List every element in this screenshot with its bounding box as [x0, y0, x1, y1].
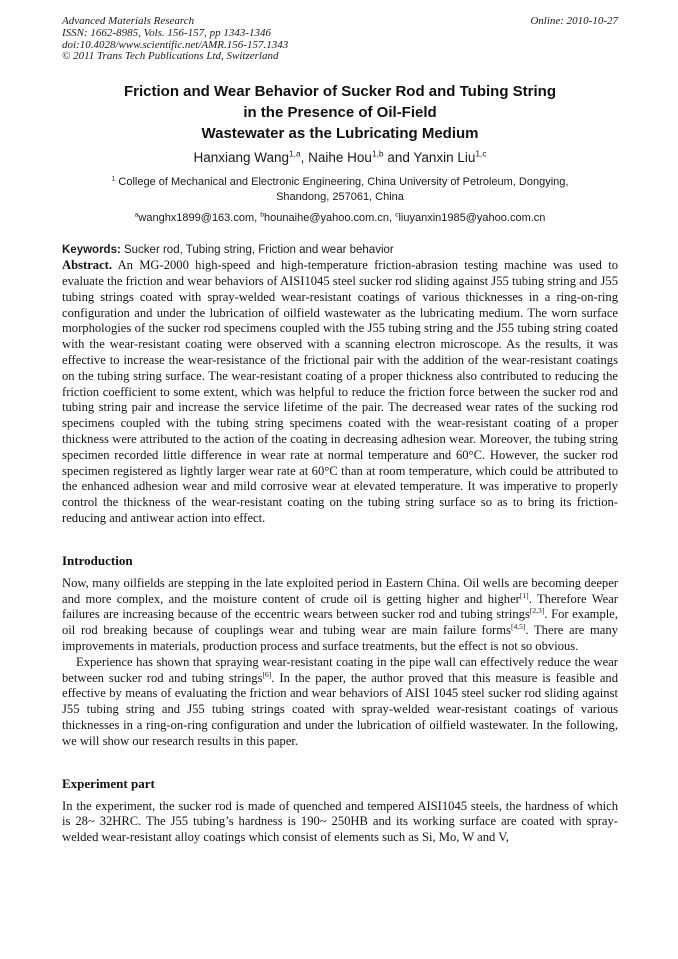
paper-title: [62, 81, 618, 144]
introduction-paragraph-2: [62, 655, 618, 750]
affiliation-line1: [62, 175, 618, 190]
paper-title-line2: in the Presence of Oil-Field: [243, 104, 437, 122]
intro-p1-seg1: . Therefore Wear failures are increasing because of the eccentric wears between sucker rod and tubing strings: [62, 591, 618, 622]
author-separator-1: , Naihe Hou: [300, 150, 372, 166]
journal-name: Advanced Materials Research: [62, 15, 195, 27]
affiliation-line2: Shandong, 257061, China: [276, 191, 404, 204]
citation-ref-6: [6]: [262, 669, 272, 679]
paper-title-line3: Wastewater as the Lubricating Medium: [201, 125, 479, 143]
keywords-text: Sucker rod, Tubing string, Friction and wear behavior: [120, 244, 394, 257]
author-1-superscript: 1,a: [289, 148, 301, 159]
section-heading-experiment: Experiment part: [62, 775, 155, 791]
intro-p1-seg2: . For example, oil rod breaking because of couplings wear and tubing wear are main failure forms: [62, 607, 618, 638]
issn-line: ISSN: 1662-8985, Vols. 156-157, pp 1343-1346: [62, 26, 271, 39]
copyright-line: © 2011 Trans Tech Publications Ltd, Switzerland: [62, 50, 279, 63]
section-heading-introduction: Introduction: [62, 552, 133, 568]
email-c-superscript: c: [395, 211, 399, 219]
affiliation-superscript: 1: [111, 175, 116, 183]
abstract-text: An MG-2000 high-speed and high-temperature friction-abrasion testing machine was used to evaluate the friction and wear behaviors of AISI1045 steel sucker rod sliding against J55 tubing string and J55 tubing strings coated with spray-welded wear-resistant coatings of various thicknesses in a ring-on-ring configuration and under the lubrication of oilfield wastewater as the lubricating medium. The worn surface morphologies of the sucker rod specimens coupled with the J55 tubing string and the J55 tubing string coated with the wear-resistant coating were observed with a scanning electron microscope. As the results, it was effective to increase the wear-resistance of the frictional pair with the addition of the wear-resistant coatings on the tubing string surface. The wear-resistant coating of a proper thickness also contributed to reducing the friction coefficient to some extent, which was helpful to reduce the friction force between the sucker rod and tubing string pair and increase the service lifetime of the pair. The decreased wear rates of the sucking rod specimens coupled with the tubing string specimens coated with the wear-resistant coating of a proper thickness were attributed to the action of the coating in decreasing adhesion wear. Moreover, the tubing string specimen recorded little difference in wear rate at normal temperature and 60°C. However, the sucker rod specimen registered as lightly larger wear rate at 60°C than at room temperature, which could be attributed to the enhanced adhesion wear and mild corrosive wear at elevated temperature. It was imperative to properly control the thickness of the wear-resistant coating on the tubing string surface so as to bring its friction-reducing and antiwear action into effect.: [62, 258, 618, 525]
email-b-superscript: b: [260, 211, 265, 219]
keywords-label: Keywords:: [62, 244, 121, 257]
online-date: Online: 2010-10-27: [530, 15, 618, 27]
introduction-paragraph-1: [62, 576, 618, 655]
abstract-paragraph: [62, 258, 618, 527]
author-line: [62, 148, 618, 167]
author-separator-2: and Yanxin Liu: [383, 150, 476, 166]
email-a-superscript: a: [134, 211, 139, 219]
citation-ref-4-5: [4,5]: [510, 621, 526, 631]
citation-ref-1: [1]: [519, 590, 529, 600]
doi-line: doi:10.4028/www.scientific.net/AMR.156-157.1343: [62, 38, 289, 51]
email-line: [62, 211, 618, 226]
author-2-superscript: 1,b: [371, 148, 384, 159]
affiliation-line1-text: College of Mechanical and Electronic Engineering, China University of Petroleum, Dongying,: [115, 176, 569, 189]
author-3-superscript: 1,c: [475, 148, 487, 159]
running-head: [62, 16, 618, 63]
experiment-paragraph-1: In the experiment, the sucker rod is made of quenched and tempered AISI1045 steels, the hardness of which is 28~ 32HRC. The J55 tubing’s hardness is 190~ 250HB and its working surface are coated with spray-welded wear-resistant alloy coatings which consist of elements such as Si, Mo, W and V,: [62, 798, 618, 845]
email-c: liuyanxin1985@yahoo.com.cn: [398, 212, 546, 225]
intro-p1-seg0: Now, many oilfields are stepping in the late exploited period in Eastern China. Oil wells are becoming deeper and more complex, and the moisture content of crude oil is getting higher and higher: [62, 575, 618, 606]
affiliation: [62, 175, 618, 205]
email-a: wanghx1899@163.com,: [138, 212, 261, 225]
intro-p2-seg0: Experience has shown that spraying wear-resistant coating in the pipe wall can effectively reduce the wear between sucker rod and tubing strings: [62, 654, 618, 685]
author-1: Hanxiang Wang: [193, 150, 290, 166]
intro-p1-seg3: . There are many improvements in materials, production process and surface treatments, but the effect is not so obvious.: [62, 623, 618, 653]
citation-ref-2-3: [2,3]: [529, 606, 545, 616]
paper-title-line1: Friction and Wear Behavior of Sucker Rod and Tubing String: [124, 83, 556, 101]
keywords-line: [62, 243, 618, 258]
email-b: hounaihe@yahoo.com.cn,: [264, 212, 396, 225]
journal-info-block: [62, 16, 288, 63]
abstract-label: Abstract.: [62, 258, 113, 273]
intro-p2-seg1: . In the paper, the author proved that this measure is feasible and effective by means of evaluating the friction and wear behaviors of AISI 1045 steel sucker rod sliding against J55 tubing string and J55 tubing strings coated with spray-welded wear-resistant coatings of various thicknesses in a ring-on-ring configuration and under the lubrication of oilfield wastewater. In the following, we will show our research results in this paper.: [62, 670, 619, 748]
